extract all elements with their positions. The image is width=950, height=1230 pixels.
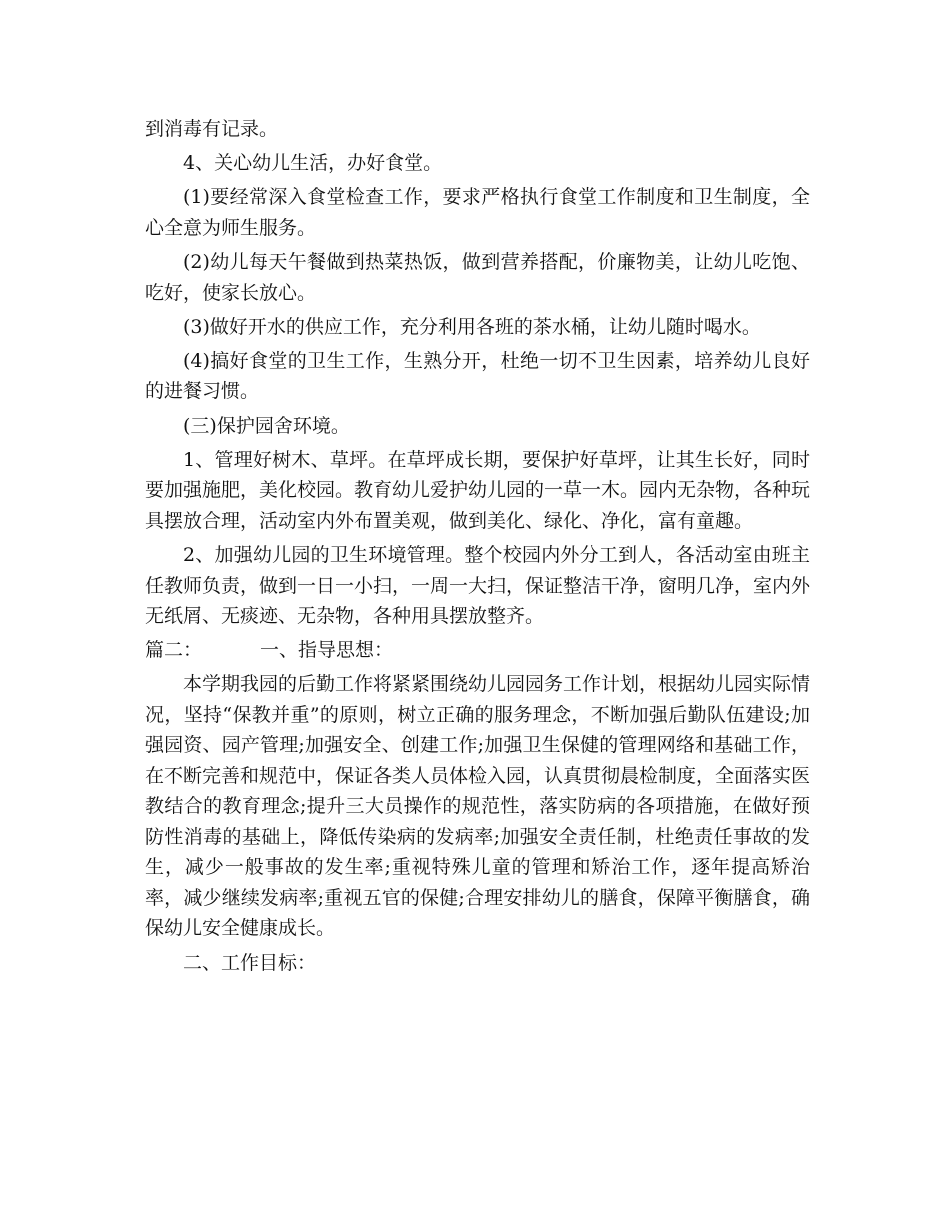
paragraph-guiding-thought: 本学期我园的后勤工作将紧紧围绕幼儿园园务工作计划，根据幼儿园实际情况，坚持“保教并重”的原则，树立正确的服务理念，不断加强后勤队伍建设;加强园资、园产管理;加强安全、创建工作;加强卫生保健的管理网络和基础工作，在不断完善和规范中，保证各类人员体检入园，认真贯彻晨检制度，全面落实医教结合的教育理念;提升三大员操作的规范性，落实防病的各项措施，在做好预防性消毒的基础上，降低传染病的发病率;加强安全责任制，杜绝责任事故的发生，减少一般事故的发生率;重视特殊儿童的管理和矫治工作，逐年提高矫治率，减少继续发病率;重视五官的保健;合理安排幼儿的膳食，保障平衡膳食，确保幼儿安全健康成长。 <box>145 673 811 940</box>
part-two-label: 篇二： <box>145 639 203 662</box>
paragraph-canteen-4: (4)搞好食堂的卫生工作，生熟分开，杜绝一切不卫生因素，培养幼儿良好的进餐习惯。 <box>145 349 810 403</box>
paragraph-canteen-3: (3)做好开水的供应工作，充分利用各班的茶水桶，让幼儿随时喝水。 <box>183 315 761 338</box>
paragraph-canteen-2: (2)幼儿每天午餐做到热菜热饭，做到营养搭配，价廉物美，让幼儿吃饱、吃好，使家长放心。 <box>145 251 810 304</box>
part-two-heading: 一、指导思想： <box>260 639 394 662</box>
paragraph-environment-1: 1、管理好树木、草坪。在草坪成长期，要保护好草坪，让其生长好，同时要加强施肥，美化校园。教育幼儿爱护幼儿园的一草一木。园内无杂物，各种玩具摆放合理，活动室内外布置美观，做到美化、绿化、净化，富有童趣。 <box>145 448 811 532</box>
heading-canteen: 4、关心幼儿生活，办好食堂。 <box>183 152 443 175</box>
document-body <box>145 114 810 982</box>
heading-part-two <box>145 635 810 666</box>
heading-work-goals: 二、工作目标： <box>183 951 317 974</box>
paragraph-continuation: 到消毒有记录。 <box>145 118 279 140</box>
heading-environment: (三)保护园舍环境。 <box>183 414 350 437</box>
paragraph-environment-2: 2、加强幼儿园的卫生环境管理。整个校园内外分工到人，各活动室由班主任教师负责，做到一日一小扫，一周一大扫，保证整洁干净，窗明几净，室内外无纸屑、无痰迹、无杂物，各种用具摆放整齐。 <box>145 544 811 627</box>
paragraph-canteen-1: (1)要经常深入食堂检查工作，要求严格执行食堂工作制度和卫生制度，全心全意为师生服务。 <box>145 186 810 239</box>
